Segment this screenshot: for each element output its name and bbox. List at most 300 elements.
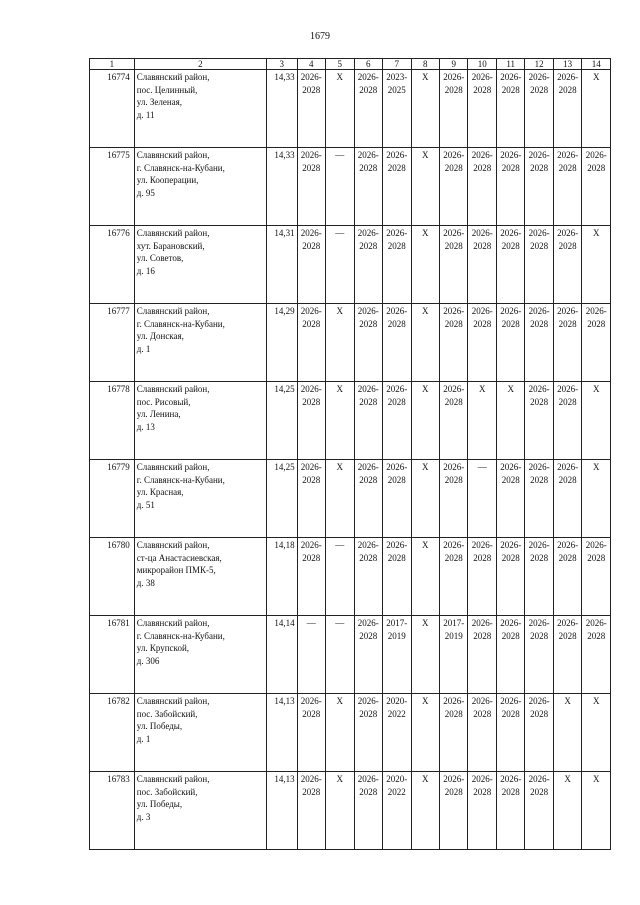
period-line: 2028	[530, 84, 549, 95]
period-line: 2026-	[300, 72, 322, 82]
column-header: 8	[411, 59, 439, 70]
period-line: 2026-	[500, 540, 522, 550]
table-row	[90, 70, 611, 148]
period-line: 2026-	[528, 696, 550, 706]
cell-area: 14,29	[267, 304, 298, 382]
address-line: д. 306	[136, 655, 160, 666]
period-line: 2028	[302, 240, 321, 251]
period-line: X	[336, 696, 344, 706]
period-line: 2026-	[557, 540, 579, 550]
period-line: X	[592, 384, 600, 394]
period-line: 2028	[444, 318, 463, 329]
period-line: 2028	[359, 786, 378, 797]
cell-period	[582, 70, 611, 148]
column-header: 1	[90, 59, 135, 70]
period-line: 2028	[530, 318, 549, 329]
cell-period	[411, 538, 439, 616]
period-line: 2028	[558, 552, 577, 563]
cell-period	[439, 460, 467, 538]
period-line: 2026-	[557, 72, 579, 82]
period-line: 2026-	[557, 384, 579, 394]
cell-address	[134, 382, 266, 460]
table-row	[90, 772, 611, 850]
cell-period	[582, 694, 611, 772]
period-line: 2026-	[528, 462, 550, 472]
cell-period	[326, 616, 354, 694]
period-line: 2026-	[357, 774, 379, 784]
period-line: 2026-	[443, 540, 465, 550]
cell-period	[383, 694, 411, 772]
period-line: 2026-	[528, 72, 550, 82]
period-line: 2017-	[443, 618, 465, 628]
period-line: 2026-	[443, 774, 465, 784]
period-line: 2028	[473, 552, 492, 563]
period-line: 2028	[473, 84, 492, 95]
cell-area: 14,33	[267, 70, 298, 148]
cell-period	[411, 148, 439, 226]
period-line: 2028	[387, 240, 406, 251]
cell-period	[383, 772, 411, 850]
cell-period	[326, 460, 354, 538]
cell-period	[553, 538, 581, 616]
address-line: Славянский район,	[136, 540, 210, 550]
period-line: 2028	[359, 162, 378, 173]
cell-period	[383, 148, 411, 226]
period-line: 2026-	[500, 72, 522, 82]
address-line: пос. Забойский,	[136, 708, 198, 719]
address-line: ул. Советов,	[136, 253, 184, 263]
period-line: X	[421, 774, 429, 784]
cell-period	[468, 616, 496, 694]
period-line: 2028	[501, 162, 520, 173]
period-line: 2026-	[500, 228, 522, 238]
period-line: 2028	[587, 630, 606, 641]
period-line: 2026-	[585, 618, 607, 628]
cell-period	[383, 616, 411, 694]
register-table	[89, 58, 611, 850]
cell-period	[326, 226, 354, 304]
period-line: 2028	[359, 552, 378, 563]
period-line: 2020-	[386, 696, 408, 706]
cell-period	[553, 226, 581, 304]
cell-period	[297, 148, 325, 226]
period-line: 2028	[473, 786, 492, 797]
cell-id: 16780	[90, 538, 135, 616]
period-line: 2028	[558, 240, 577, 251]
cell-period	[553, 382, 581, 460]
cell-period	[326, 148, 354, 226]
period-line: 2026-	[585, 150, 607, 160]
period-line: 2023-	[386, 72, 408, 82]
address-line: пос. Рисовый,	[136, 396, 191, 407]
cell-area: 14,14	[267, 616, 298, 694]
period-line: 2028	[359, 84, 378, 95]
cell-period	[297, 616, 325, 694]
period-line: 2028	[444, 240, 463, 251]
column-header: 7	[383, 59, 411, 70]
period-line: 2028	[530, 474, 549, 485]
period-line: X	[564, 774, 571, 784]
cell-period	[439, 304, 467, 382]
period-line: 2026-	[300, 384, 322, 394]
cell-period	[525, 304, 553, 382]
cell-id: 16783	[90, 772, 135, 850]
period-line: 2026-	[528, 384, 550, 394]
address-line: Славянский район,	[136, 618, 210, 628]
cell-period	[553, 616, 581, 694]
period-line: 2026-	[300, 150, 322, 160]
address-line: д. 51	[136, 499, 155, 510]
cell-period	[326, 382, 354, 460]
period-line: 2026-	[528, 228, 550, 238]
period-line: 2028	[387, 396, 406, 407]
cell-period	[525, 460, 553, 538]
cell-period	[297, 538, 325, 616]
period-line: 2026-	[528, 150, 550, 160]
period-line: X	[507, 384, 514, 394]
cell-address	[134, 616, 266, 694]
period-line: 2026-	[357, 384, 379, 394]
period-line: 2028	[473, 240, 492, 251]
cell-period	[468, 148, 496, 226]
column-header: 10	[468, 59, 496, 70]
cell-period	[354, 616, 382, 694]
cell-period	[496, 304, 524, 382]
address-line: д. 1	[136, 343, 151, 354]
period-line: 2026-	[557, 306, 579, 316]
table-row	[90, 226, 611, 304]
cell-area: 14,25	[267, 460, 298, 538]
address-line: пос. Целинный,	[136, 84, 198, 95]
cell-address	[134, 538, 266, 616]
period-line: 2028	[501, 240, 520, 251]
cell-area: 14,33	[267, 148, 298, 226]
period-line: 2026-	[471, 618, 493, 628]
period-line: 2026-	[528, 306, 550, 316]
period-line: 2025	[387, 84, 406, 95]
address-line: Славянский район,	[136, 306, 210, 316]
table-row	[90, 538, 611, 616]
address-line: д. 16	[136, 265, 155, 276]
period-line: 2028	[387, 552, 406, 563]
period-line: 2026-	[500, 150, 522, 160]
cell-area: 14,31	[267, 226, 298, 304]
address-line: д. 38	[136, 577, 155, 588]
cell-period	[354, 460, 382, 538]
period-line: 2026-	[443, 384, 465, 394]
cell-address	[134, 304, 266, 382]
period-line: 2026-	[386, 306, 408, 316]
period-line: X	[421, 150, 429, 160]
cell-area: 14,25	[267, 382, 298, 460]
cell-period	[297, 460, 325, 538]
cell-period	[326, 304, 354, 382]
address-line: Славянский район,	[136, 462, 210, 472]
cell-period	[553, 70, 581, 148]
address-line: ул. Кооперации,	[136, 175, 199, 185]
cell-period	[326, 694, 354, 772]
cell-period	[468, 460, 496, 538]
address-line: г. Славянск-на-Кубани,	[136, 162, 225, 173]
period-line: 2026-	[471, 774, 493, 784]
cell-period	[496, 538, 524, 616]
period-line: 2028	[359, 240, 378, 251]
cell-period	[468, 70, 496, 148]
cell-period	[383, 304, 411, 382]
period-line: —	[477, 462, 487, 472]
cell-period	[354, 226, 382, 304]
period-line: 2026-	[471, 696, 493, 706]
period-line: 2028	[302, 474, 321, 485]
cell-period	[354, 694, 382, 772]
address-line: Славянский район,	[136, 150, 210, 160]
period-line: 2026-	[528, 774, 550, 784]
cell-period	[354, 772, 382, 850]
period-line: 2028	[530, 630, 549, 641]
column-header: 4	[297, 59, 325, 70]
period-line: 2026-	[357, 618, 379, 628]
period-line: X	[421, 384, 429, 394]
period-line: 2028	[501, 474, 520, 485]
cell-id: 16781	[90, 616, 135, 694]
period-line: 2028	[302, 318, 321, 329]
period-line: 2026-	[357, 540, 379, 550]
address-line: д. 11	[136, 109, 155, 120]
period-line: —	[335, 618, 345, 628]
period-line: X	[336, 306, 344, 316]
cell-period	[582, 226, 611, 304]
cell-period	[411, 226, 439, 304]
period-line: 2026-	[386, 384, 408, 394]
cell-period	[297, 694, 325, 772]
address-line: г. Славянск-на-Кубани,	[136, 630, 225, 641]
period-line: 2028	[530, 162, 549, 173]
cell-period	[383, 70, 411, 148]
cell-period	[525, 616, 553, 694]
address-line: ул. Красная,	[136, 487, 184, 497]
period-line: X	[421, 228, 429, 238]
cell-period	[496, 694, 524, 772]
period-line: 2026-	[300, 696, 322, 706]
cell-period	[383, 226, 411, 304]
period-line: 2026-	[471, 150, 493, 160]
column-header: 2	[134, 59, 266, 70]
cell-period	[496, 70, 524, 148]
period-line: X	[336, 774, 344, 784]
period-line: X	[421, 618, 429, 628]
cell-period	[411, 772, 439, 850]
period-line: 2028	[558, 396, 577, 407]
cell-period	[496, 148, 524, 226]
period-line: X	[336, 72, 344, 82]
period-line: 2026-	[557, 150, 579, 160]
address-line: ул. Победы,	[136, 799, 183, 809]
period-line: 2026-	[471, 540, 493, 550]
period-line: 2026-	[443, 696, 465, 706]
cell-period	[383, 382, 411, 460]
cell-period	[496, 460, 524, 538]
cell-period	[525, 538, 553, 616]
period-line: X	[421, 72, 429, 82]
period-line: 2026-	[528, 618, 550, 628]
address-line: хут. Барановский,	[136, 240, 205, 251]
period-line: X	[421, 540, 429, 550]
period-line: 2028	[587, 552, 606, 563]
period-line: X	[336, 384, 344, 394]
column-header: 14	[582, 59, 611, 70]
cell-period	[297, 772, 325, 850]
period-line: 2026-	[300, 462, 322, 472]
cell-period	[582, 772, 611, 850]
period-line: —	[335, 228, 345, 238]
period-line: 2026-	[443, 72, 465, 82]
period-line: 2028	[444, 474, 463, 485]
cell-period	[553, 460, 581, 538]
period-line: 2028	[473, 708, 492, 719]
table-row	[90, 148, 611, 226]
cell-period	[525, 148, 553, 226]
period-line: X	[592, 228, 600, 238]
address-line: д. 13	[136, 421, 155, 432]
period-line: 2028	[444, 552, 463, 563]
period-line: X	[336, 462, 344, 472]
address-line: д. 95	[136, 187, 155, 198]
cell-period	[297, 70, 325, 148]
cell-period	[496, 772, 524, 850]
period-line: 2026-	[443, 306, 465, 316]
cell-id: 16779	[90, 460, 135, 538]
period-line: 2028	[587, 162, 606, 173]
period-line: 2026-	[500, 462, 522, 472]
table-row	[90, 694, 611, 772]
period-line: 2028	[473, 162, 492, 173]
cell-period	[439, 772, 467, 850]
period-line: 2026-	[500, 306, 522, 316]
table-row	[90, 616, 611, 694]
period-line: 2028	[387, 474, 406, 485]
cell-period	[525, 382, 553, 460]
period-line: 2028	[501, 84, 520, 95]
cell-period	[582, 538, 611, 616]
period-line: 2028	[530, 708, 549, 719]
period-line: 2028	[302, 396, 321, 407]
cell-period	[496, 382, 524, 460]
period-line: 2022	[387, 708, 406, 719]
cell-area: 14,18	[267, 538, 298, 616]
period-line: 2028	[444, 162, 463, 173]
table-row	[90, 460, 611, 538]
address-line: д. 3	[136, 811, 151, 822]
cell-period	[553, 304, 581, 382]
period-line: 2026-	[471, 228, 493, 238]
address-line: Славянский район,	[136, 228, 210, 238]
cell-period	[582, 148, 611, 226]
period-line: 2026-	[386, 462, 408, 472]
period-line: 2026-	[443, 150, 465, 160]
period-line: 2028	[473, 318, 492, 329]
cell-period	[439, 694, 467, 772]
period-line: 2019	[387, 630, 406, 641]
table-row	[90, 382, 611, 460]
period-line: 2028	[359, 630, 378, 641]
period-line: X	[592, 696, 600, 706]
column-header: 11	[496, 59, 524, 70]
period-line: 2028	[444, 84, 463, 95]
cell-period	[354, 382, 382, 460]
cell-period	[439, 616, 467, 694]
period-line: 2026-	[300, 774, 322, 784]
period-line: 2028	[558, 630, 577, 641]
cell-period	[439, 70, 467, 148]
cell-period	[525, 772, 553, 850]
period-line: 2026-	[528, 540, 550, 550]
period-line: 2026-	[557, 618, 579, 628]
period-line: 2026-	[443, 228, 465, 238]
header-row	[90, 59, 611, 70]
cell-period	[468, 772, 496, 850]
period-line: 2026-	[300, 540, 322, 550]
period-line: 2028	[530, 786, 549, 797]
cell-period	[525, 694, 553, 772]
period-line: 2028	[387, 162, 406, 173]
period-line: 2028	[302, 786, 321, 797]
period-line: 2028	[501, 630, 520, 641]
cell-period	[326, 538, 354, 616]
cell-period	[582, 460, 611, 538]
period-line: 2028	[558, 162, 577, 173]
address-line: ул. Ленина,	[136, 409, 181, 419]
period-line: X	[592, 462, 600, 472]
cell-period	[496, 226, 524, 304]
address-line: Славянский район,	[136, 384, 210, 394]
period-line: 2028	[387, 318, 406, 329]
cell-period	[297, 304, 325, 382]
cell-period	[411, 616, 439, 694]
period-line: X	[421, 462, 429, 472]
cell-address	[134, 694, 266, 772]
period-line: 2026-	[471, 306, 493, 316]
period-line: —	[335, 540, 345, 550]
period-line: 2026-	[443, 462, 465, 472]
cell-area: 14,13	[267, 772, 298, 850]
column-header: 9	[439, 59, 467, 70]
cell-period	[326, 70, 354, 148]
cell-period	[411, 694, 439, 772]
cell-period	[383, 538, 411, 616]
cell-address	[134, 70, 266, 148]
cell-address	[134, 772, 266, 850]
address-line: ул. Победы,	[136, 721, 183, 731]
column-header: 3	[267, 59, 298, 70]
cell-period	[439, 148, 467, 226]
column-header: 6	[354, 59, 382, 70]
period-line: 2028	[501, 318, 520, 329]
cell-period	[411, 304, 439, 382]
cell-period	[582, 382, 611, 460]
cell-period	[439, 382, 467, 460]
period-line: 2026-	[357, 696, 379, 706]
period-line: X	[592, 774, 600, 784]
period-line: 2028	[473, 630, 492, 641]
cell-address	[134, 460, 266, 538]
period-line: X	[421, 306, 429, 316]
period-line: 2028	[444, 396, 463, 407]
cell-period	[411, 70, 439, 148]
period-line: 2028	[302, 552, 321, 563]
address-line: микрорайон ПМК-5,	[136, 565, 216, 575]
period-line: X	[592, 72, 600, 82]
period-line: 2028	[530, 552, 549, 563]
